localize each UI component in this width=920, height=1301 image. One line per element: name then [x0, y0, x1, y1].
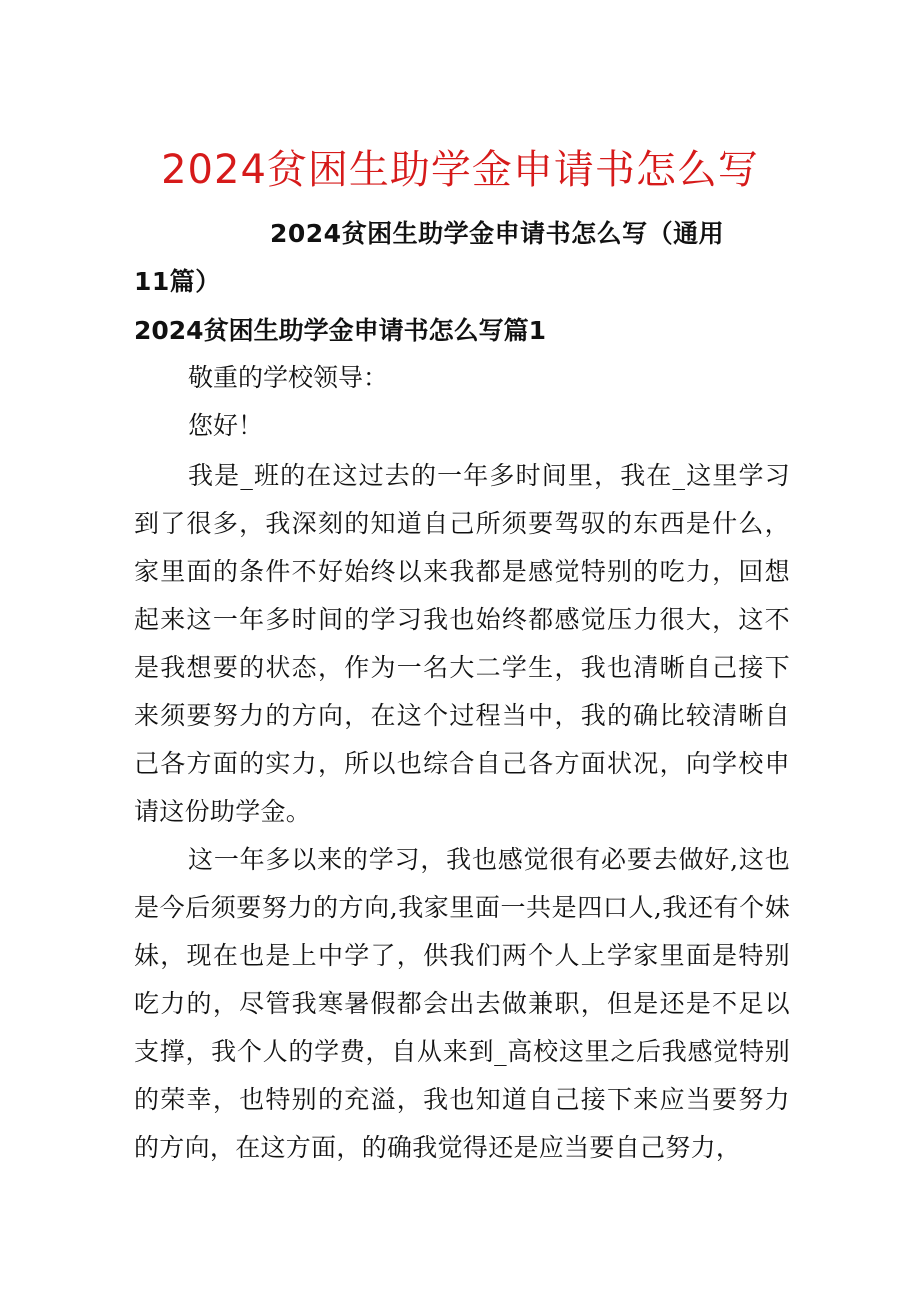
- document-title: 2024贫困生助学金申请书怎么写: [161, 147, 759, 193]
- salutation: 敬重的学校领导：: [188, 363, 389, 392]
- body-paragraph-1: 我是_班的在这过去的一年多时间里，我在_这里学习到了很多，我深刻的知道自己所须要驾驭的东西是什么，家里面的条件不好始终以来我都是感觉特别的吃力，回想起来这一年多时间的学习我也始终都感觉压力很大，这不是我想要的状态，作为一名大二学生，我也清晰自己接下来须要努力的方向，在这个过程当中，我的确比较清晰自己各方面的实力，所以也综合自己各方面状况，向学校申请这份助学金。: [134, 461, 790, 826]
- section-heading: 2024贫困生助学金申请书怎么写篇1: [134, 316, 546, 345]
- document-subtitle: 2024贫困生助学金申请书怎么写（通用11篇）: [134, 219, 725, 296]
- body-paragraph-2: 这一年多以来的学习，我也感觉很有必要去做好,这也是今后须要努力的方向,我家里面一共是四口人,我还有个妹妹，现在也是上中学了，供我们两个人上学家里面是特别吃力的，尽管我寒暑假都会出去做兼职，但是还是不足以支撑，我个人的学费，自从来到_高校这里之后我感觉特别的荣幸，也特别的充溢，我也知道自己接下来应当要努力的方向，在这方面，的确我觉得还是应当要自己努力，: [134, 845, 790, 1162]
- greeting: 您好！: [188, 411, 264, 440]
